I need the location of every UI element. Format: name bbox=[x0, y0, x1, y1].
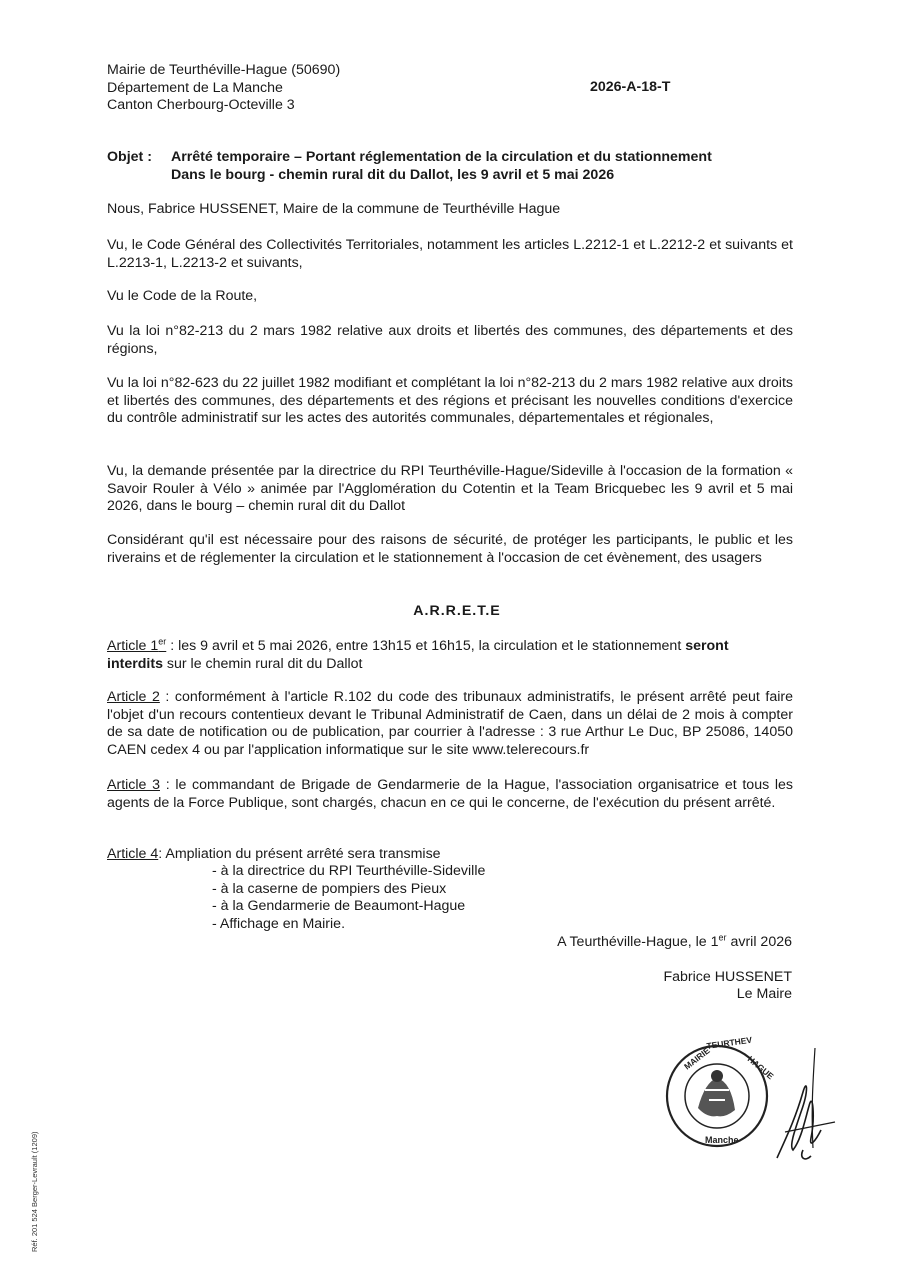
signatory-role: Le Maire bbox=[736, 986, 792, 1002]
article-1: Article 1er : les 9 avril et 5 mai 2026, entre 13h15 et 16h15, la circulation et le stationnement seront interdits sur le chemin rural dit du Dallot bbox=[107, 636, 729, 672]
svg-text:HAGUE: HAGUE bbox=[745, 1053, 776, 1082]
svg-text:Manche: Manche bbox=[705, 1135, 739, 1145]
subject-label: Objet : bbox=[107, 149, 152, 165]
reference-number: 2026-A-18-T bbox=[590, 79, 671, 95]
mayor-stamp-and-signature bbox=[665, 1030, 845, 1170]
article-3: Article 3 : le commandant de Brigade de Gendarmerie de la Hague, l'association organisatrice et tous les agents de la Force Publique, sont chargés, chacun en ce qui le concerne, de l'exécution du présent arrêté. bbox=[107, 777, 793, 811]
header-mairie: Mairie de Teurthéville-Hague (50690) bbox=[107, 62, 341, 78]
article-3-label: Article 3 bbox=[107, 777, 160, 793]
place-date: A Teurthéville-Hague, le 1er avril 2026 bbox=[557, 932, 792, 950]
subject-line-2: Dans le bourg - chemin rural dit du Dallot, les 9 avril et 5 mai 2026 bbox=[171, 166, 615, 183]
header-departement: Département de La Manche bbox=[107, 79, 283, 96]
preamble-cgct: Vu, le Code Général des Collectivités Territoriales, notamment les articles L.2212-1 et L.2212-2 et suivants et L.2213-1, L.2213-2 et suivants, bbox=[107, 237, 793, 271]
header-canton: Canton Cherbourg-Octeville 3 bbox=[107, 97, 295, 113]
svg-text:TEURTHEV: TEURTHEV bbox=[705, 1034, 753, 1051]
list-item: - Affichage en Mairie. bbox=[212, 915, 346, 932]
official-seal-icon bbox=[665, 1030, 845, 1170]
preamble-code-route: Vu le Code de la Route, bbox=[107, 288, 258, 304]
preamble-demande: Vu, la demande présentée par la directrice du RPI Teurthéville-Hague/Sideville à l'occasion de la formation « Savoir Rouler à Vélo » animée par l'Agglomération du Cotentin et la Team Bricquebec les 9 avril et 5 mai 2026, dans le bourg – chemin rural dit du Dallot bbox=[107, 463, 793, 514]
article-1-label: Article 1er bbox=[107, 636, 167, 654]
form-reference-note: Réf. 201 524 Berger-Levrault (1209) bbox=[30, 1131, 39, 1252]
letterhead bbox=[107, 62, 340, 115]
article-4-label: Article 4 bbox=[107, 846, 159, 862]
preamble-loi-82-623: Vu la loi n°82-623 du 22 juillet 1982 modifiant et complétant la loi n°82-213 du 2 mars 1982 relative aux droits et libertés des communes, des départements et des régions et précisant les nouvelles conditions d'exercice du contrôle administratif sur les actes des autorités communales, départementales et régionales, bbox=[107, 375, 793, 426]
article-4: Article 4: Ampliation du présent arrêté sera transmise bbox=[107, 846, 441, 862]
article-2: Article 2 : conformément à l'article R.102 du code des tribunaux administratifs, le présent arrêté peut faire l'objet d'un recours contentieux devant le Tribunal Administratif de Caen, dans un délai de 2 mois à compter de sa date de notification ou de publication, par courrier à l'adresse : 3 rue Arthur Le Duc, BP 25086, 14050 CAEN cedex 4 ou par l'application informatique sur le site www.telerecours.fr bbox=[107, 689, 793, 758]
preamble-loi-82-213: Vu la loi n°82-213 du 2 mars 1982 relative aux droits et libertés des communes, des départements et des régions, bbox=[107, 323, 793, 357]
list-item: - à la caserne de pompiers des Pieux bbox=[212, 880, 447, 897]
svg-text:MAIRIE: MAIRIE bbox=[682, 1045, 712, 1072]
preamble-nous: Nous, Fabrice HUSSENET, Maire de la commune de Teurthéville Hague bbox=[107, 201, 561, 217]
subject-line-1: Arrêté temporaire – Portant réglementation de la circulation et du stationnement bbox=[171, 149, 712, 165]
subject-block bbox=[107, 149, 807, 184]
ampliation-list bbox=[212, 863, 485, 933]
article-2-label: Article 2 bbox=[107, 689, 160, 705]
list-item: - à la directrice du RPI Teurthéville-Sideville bbox=[212, 863, 486, 879]
signatory-name: Fabrice HUSSENET bbox=[663, 969, 792, 985]
list-item: - à la Gendarmerie de Beaumont-Hague bbox=[212, 898, 466, 914]
preamble-considerant: Considérant qu'il est nécessaire pour des raisons de sécurité, de protéger les participants, le public et les riverains et de réglementer la circulation et le stationnement à l'occasion de cet évènement, des usagers bbox=[107, 532, 793, 566]
arrete-title: A.R.R.E.T.E bbox=[413, 603, 501, 619]
